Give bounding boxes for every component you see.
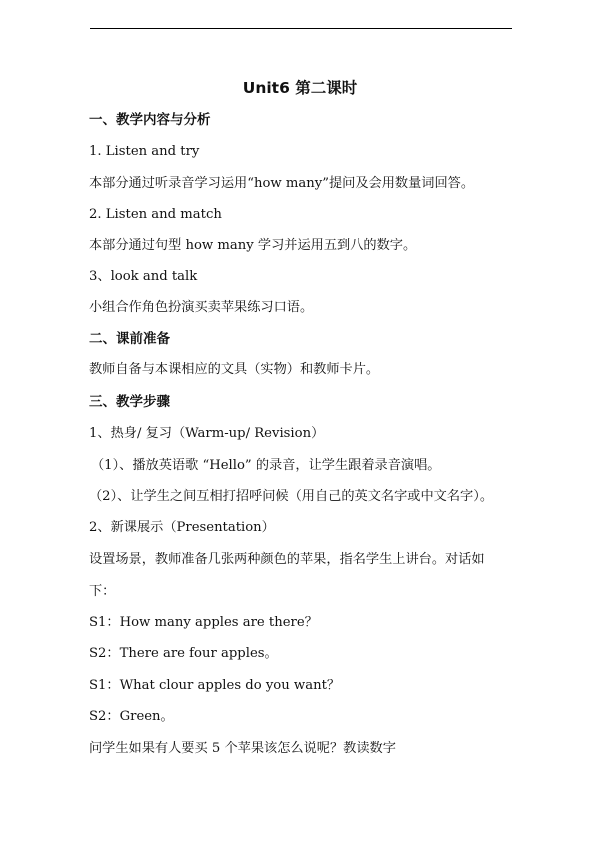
dialogue-line-1: S1：How many apples are there？	[89, 615, 318, 630]
paragraph-numbers: 问学生如果有人要买 5 个苹果该怎么说呢？教读数字	[89, 741, 396, 756]
step-warm-up-item-2: （2）、让学生之间互相打招呼问候（用自己的英文名字或中文名字）。	[89, 489, 493, 504]
item-listen-and-try: 1. Listen and try	[89, 144, 200, 159]
paragraph-listen-and-match: 本部分通过句型 how many 学习并运用五到八的数字。	[89, 238, 417, 253]
step-presentation: 2、新课展示（Presentation）	[89, 520, 275, 535]
paragraph-listen-and-try: 本部分通过听录音学习运用“how many”提问及会用数量词回答。	[89, 176, 475, 191]
step-warm-up-item-1: （1）、播放英语歌 “Hello” 的录音，让学生跟着录音演唱。	[91, 458, 441, 473]
section-heading-preparation: 二、课前准备	[89, 331, 170, 347]
paragraph-presentation-cont: 下：	[89, 584, 116, 599]
paragraph-look-and-talk: 小组合作角色扮演买卖苹果练习口语。	[89, 300, 314, 315]
page-title: Unit6 第二课时	[242, 79, 358, 97]
section-heading-teaching-steps: 三、教学步骤	[89, 394, 170, 410]
paragraph-presentation: 设置场景，教师准备几张两种颜色的苹果，指名学生上讲台。对话如	[89, 552, 485, 567]
paragraph-preparation: 教师自备与本课相应的文具（实物）和教师卡片。	[89, 362, 380, 377]
header-rule	[90, 28, 512, 29]
section-heading-content-analysis: 一、教学内容与分析	[89, 112, 211, 128]
step-warm-up: 1、热身/ 复习（Warm-up/ Revision）	[89, 426, 325, 441]
dialogue-line-4: S2：Green。	[89, 709, 174, 724]
item-look-and-talk: 3、look and talk	[89, 269, 198, 284]
item-listen-and-match: 2. Listen and match	[89, 207, 222, 222]
dialogue-line-3: S1：What clour apples do you want？	[89, 678, 341, 693]
dialogue-line-2: S2：There are four apples。	[89, 646, 278, 661]
